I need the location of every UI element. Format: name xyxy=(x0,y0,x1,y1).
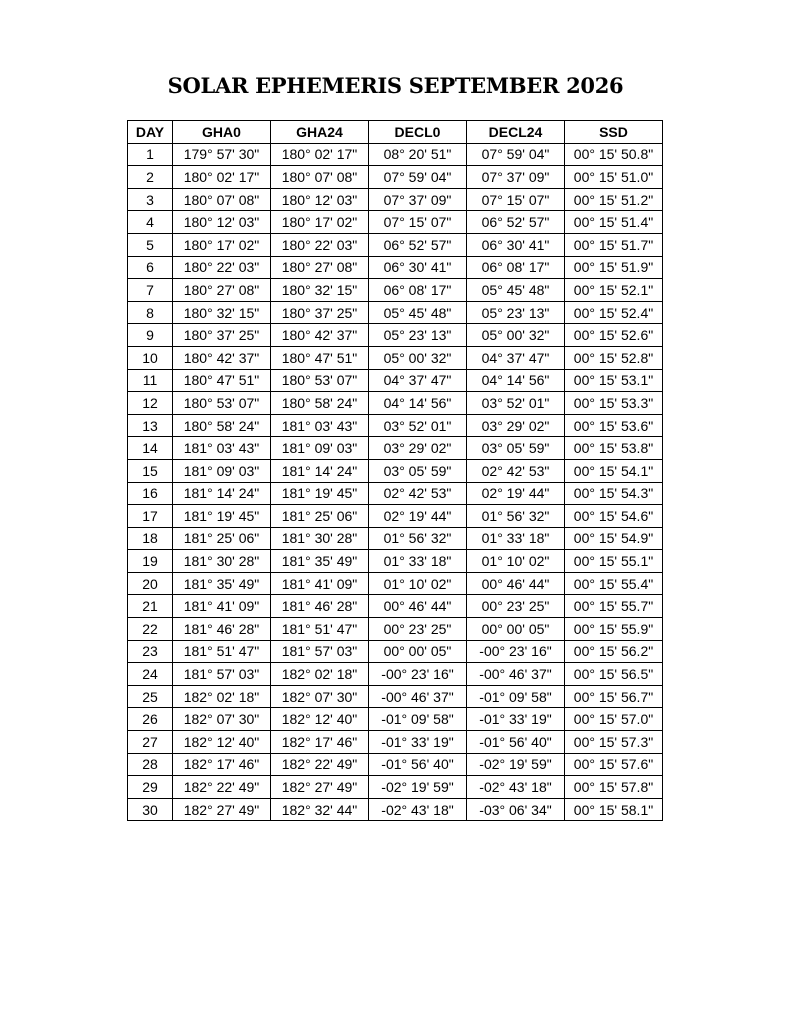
table-row xyxy=(128,572,663,595)
column-header-day: DAY xyxy=(128,121,173,144)
cell-gha0: 181° 30' 28" xyxy=(173,550,271,573)
column-header-ssd: SSD xyxy=(565,121,663,144)
cell-decl24: -02° 43' 18" xyxy=(467,776,565,799)
cell-decl24: 00° 00' 05" xyxy=(467,618,565,641)
cell-decl24: 01° 33' 18" xyxy=(467,527,565,550)
table-row xyxy=(128,233,663,256)
cell-ssd: 00° 15' 57.8" xyxy=(565,776,663,799)
cell-day: 27 xyxy=(128,731,173,754)
cell-gha24: 180° 22' 03" xyxy=(271,233,369,256)
cell-day: 21 xyxy=(128,595,173,618)
cell-ssd: 00° 15' 53.1" xyxy=(565,369,663,392)
cell-gha24: 181° 41' 09" xyxy=(271,572,369,595)
cell-day: 13 xyxy=(128,414,173,437)
cell-gha24: 181° 25' 06" xyxy=(271,505,369,528)
cell-decl0: 02° 42' 53" xyxy=(369,482,467,505)
cell-gha0: 182° 17' 46" xyxy=(173,753,271,776)
cell-gha0: 181° 35' 49" xyxy=(173,572,271,595)
cell-gha24: 181° 35' 49" xyxy=(271,550,369,573)
cell-decl24: -01° 09' 58" xyxy=(467,685,565,708)
cell-decl0: 03° 29' 02" xyxy=(369,437,467,460)
column-header-decl24: DECL24 xyxy=(467,121,565,144)
table-row xyxy=(128,143,663,166)
cell-decl24: -02° 19' 59" xyxy=(467,753,565,776)
cell-gha0: 182° 22' 49" xyxy=(173,776,271,799)
cell-ssd: 00° 15' 51.0" xyxy=(565,166,663,189)
table-row xyxy=(128,414,663,437)
cell-ssd: 00° 15' 54.6" xyxy=(565,505,663,528)
cell-decl0: 07° 37' 09" xyxy=(369,188,467,211)
cell-decl0: 02° 19' 44" xyxy=(369,505,467,528)
cell-decl0: 08° 20' 51" xyxy=(369,143,467,166)
table-row xyxy=(128,798,663,821)
table-row xyxy=(128,279,663,302)
cell-gha0: 180° 17' 02" xyxy=(173,233,271,256)
cell-gha24: 181° 14' 24" xyxy=(271,459,369,482)
cell-day: 24 xyxy=(128,663,173,686)
cell-decl0: 05° 00' 32" xyxy=(369,346,467,369)
cell-gha24: 180° 02' 17" xyxy=(271,143,369,166)
table-row xyxy=(128,166,663,189)
cell-day: 9 xyxy=(128,324,173,347)
cell-decl0: 03° 52' 01" xyxy=(369,414,467,437)
cell-decl24: 03° 05' 59" xyxy=(467,437,565,460)
cell-gha24: 182° 32' 44" xyxy=(271,798,369,821)
cell-decl24: 02° 19' 44" xyxy=(467,482,565,505)
cell-ssd: 00° 15' 57.3" xyxy=(565,731,663,754)
cell-decl24: 06° 08' 17" xyxy=(467,256,565,279)
cell-gha0: 181° 57' 03" xyxy=(173,663,271,686)
table-row xyxy=(128,595,663,618)
cell-decl0: 05° 45' 48" xyxy=(369,301,467,324)
cell-ssd: 00° 15' 53.6" xyxy=(565,414,663,437)
cell-gha0: 180° 07' 08" xyxy=(173,188,271,211)
cell-ssd: 00° 15' 54.9" xyxy=(565,527,663,550)
table-row xyxy=(128,369,663,392)
table-row xyxy=(128,753,663,776)
cell-ssd: 00° 15' 53.8" xyxy=(565,437,663,460)
cell-day: 25 xyxy=(128,685,173,708)
cell-decl24: 07° 59' 04" xyxy=(467,143,565,166)
cell-ssd: 00° 15' 52.4" xyxy=(565,301,663,324)
cell-decl24: 04° 37' 47" xyxy=(467,346,565,369)
cell-gha24: 181° 51' 47" xyxy=(271,618,369,641)
cell-gha24: 181° 30' 28" xyxy=(271,527,369,550)
cell-decl0: -02° 43' 18" xyxy=(369,798,467,821)
cell-gha24: 182° 12' 40" xyxy=(271,708,369,731)
cell-day: 15 xyxy=(128,459,173,482)
cell-decl0: -01° 56' 40" xyxy=(369,753,467,776)
cell-day: 22 xyxy=(128,618,173,641)
cell-ssd: 00° 15' 55.1" xyxy=(565,550,663,573)
table-row xyxy=(128,663,663,686)
cell-gha24: 182° 02' 18" xyxy=(271,663,369,686)
cell-gha0: 181° 41' 09" xyxy=(173,595,271,618)
cell-decl24: -03° 06' 34" xyxy=(467,798,565,821)
cell-decl0: -02° 19' 59" xyxy=(369,776,467,799)
cell-ssd: 00° 15' 52.6" xyxy=(565,324,663,347)
cell-gha0: 180° 42' 37" xyxy=(173,346,271,369)
cell-decl0: 00° 00' 05" xyxy=(369,640,467,663)
cell-decl24: 00° 46' 44" xyxy=(467,572,565,595)
cell-day: 19 xyxy=(128,550,173,573)
cell-day: 23 xyxy=(128,640,173,663)
cell-ssd: 00° 15' 54.1" xyxy=(565,459,663,482)
cell-ssd: 00° 15' 56.7" xyxy=(565,685,663,708)
cell-gha0: 181° 14' 24" xyxy=(173,482,271,505)
column-header-decl0: DECL0 xyxy=(369,121,467,144)
cell-ssd: 00° 15' 56.2" xyxy=(565,640,663,663)
cell-decl0: 07° 59' 04" xyxy=(369,166,467,189)
cell-gha24: 180° 58' 24" xyxy=(271,392,369,415)
table-row xyxy=(128,708,663,731)
cell-gha24: 180° 42' 37" xyxy=(271,324,369,347)
cell-decl0: 01° 10' 02" xyxy=(369,572,467,595)
cell-gha24: 180° 17' 02" xyxy=(271,211,369,234)
table-row xyxy=(128,211,663,234)
cell-gha0: 181° 03' 43" xyxy=(173,437,271,460)
cell-ssd: 00° 15' 52.1" xyxy=(565,279,663,302)
cell-day: 8 xyxy=(128,301,173,324)
cell-gha24: 180° 47' 51" xyxy=(271,346,369,369)
cell-decl0: 00° 46' 44" xyxy=(369,595,467,618)
table-body xyxy=(128,143,663,821)
cell-decl24: 01° 56' 32" xyxy=(467,505,565,528)
cell-decl0: -00° 23' 16" xyxy=(369,663,467,686)
cell-decl0: 00° 23' 25" xyxy=(369,618,467,641)
cell-ssd: 00° 15' 51.2" xyxy=(565,188,663,211)
cell-gha0: 182° 27' 49" xyxy=(173,798,271,821)
cell-gha24: 180° 07' 08" xyxy=(271,166,369,189)
cell-day: 3 xyxy=(128,188,173,211)
cell-ssd: 00° 15' 57.0" xyxy=(565,708,663,731)
cell-gha24: 181° 46' 28" xyxy=(271,595,369,618)
cell-gha24: 180° 27' 08" xyxy=(271,256,369,279)
cell-gha0: 181° 19' 45" xyxy=(173,505,271,528)
table-row xyxy=(128,618,663,641)
cell-day: 10 xyxy=(128,346,173,369)
cell-gha0: 180° 47' 51" xyxy=(173,369,271,392)
cell-day: 6 xyxy=(128,256,173,279)
cell-gha0: 179° 57' 30" xyxy=(173,143,271,166)
cell-day: 4 xyxy=(128,211,173,234)
column-header-gha24: GHA24 xyxy=(271,121,369,144)
table-row xyxy=(128,505,663,528)
cell-decl24: 02° 42' 53" xyxy=(467,459,565,482)
cell-gha0: 180° 12' 03" xyxy=(173,211,271,234)
cell-gha24: 182° 07' 30" xyxy=(271,685,369,708)
cell-day: 17 xyxy=(128,505,173,528)
cell-decl0: 03° 05' 59" xyxy=(369,459,467,482)
cell-decl24: 07° 15' 07" xyxy=(467,188,565,211)
table-row xyxy=(128,459,663,482)
cell-decl24: -00° 46' 37" xyxy=(467,663,565,686)
table-row xyxy=(128,550,663,573)
cell-ssd: 00° 15' 51.7" xyxy=(565,233,663,256)
cell-gha0: 180° 37' 25" xyxy=(173,324,271,347)
cell-decl24: 05° 23' 13" xyxy=(467,301,565,324)
cell-ssd: 00° 15' 53.3" xyxy=(565,392,663,415)
cell-decl0: 07° 15' 07" xyxy=(369,211,467,234)
cell-day: 28 xyxy=(128,753,173,776)
table-row xyxy=(128,256,663,279)
cell-day: 12 xyxy=(128,392,173,415)
cell-ssd: 00° 15' 58.1" xyxy=(565,798,663,821)
cell-decl24: 03° 29' 02" xyxy=(467,414,565,437)
table-row xyxy=(128,324,663,347)
cell-decl24: -00° 23' 16" xyxy=(467,640,565,663)
cell-gha0: 182° 12' 40" xyxy=(173,731,271,754)
table-row xyxy=(128,301,663,324)
page-title: SOLAR EPHEMERIS SEPTEMBER 2026 xyxy=(167,73,624,98)
cell-gha24: 182° 17' 46" xyxy=(271,731,369,754)
cell-gha24: 180° 53' 07" xyxy=(271,369,369,392)
table-row xyxy=(128,437,663,460)
cell-day: 26 xyxy=(128,708,173,731)
cell-gha24: 181° 03' 43" xyxy=(271,414,369,437)
cell-day: 7 xyxy=(128,279,173,302)
cell-decl0: -00° 46' 37" xyxy=(369,685,467,708)
cell-day: 16 xyxy=(128,482,173,505)
cell-gha24: 181° 19' 45" xyxy=(271,482,369,505)
cell-gha24: 180° 32' 15" xyxy=(271,279,369,302)
table-row xyxy=(128,731,663,754)
cell-gha0: 182° 07' 30" xyxy=(173,708,271,731)
cell-decl0: 04° 14' 56" xyxy=(369,392,467,415)
cell-day: 5 xyxy=(128,233,173,256)
cell-decl0: 01° 33' 18" xyxy=(369,550,467,573)
cell-decl24: 07° 37' 09" xyxy=(467,166,565,189)
cell-gha0: 180° 58' 24" xyxy=(173,414,271,437)
column-header-gha0: GHA0 xyxy=(173,121,271,144)
cell-day: 1 xyxy=(128,143,173,166)
cell-day: 29 xyxy=(128,776,173,799)
table-row xyxy=(128,188,663,211)
cell-decl0: -01° 09' 58" xyxy=(369,708,467,731)
cell-day: 18 xyxy=(128,527,173,550)
cell-gha0: 182° 02' 18" xyxy=(173,685,271,708)
table-row xyxy=(128,776,663,799)
cell-decl24: 00° 23' 25" xyxy=(467,595,565,618)
cell-decl0: -01° 33' 19" xyxy=(369,731,467,754)
cell-decl0: 05° 23' 13" xyxy=(369,324,467,347)
cell-ssd: 00° 15' 50.8" xyxy=(565,143,663,166)
ephemeris-table xyxy=(127,120,663,821)
cell-ssd: 00° 15' 55.9" xyxy=(565,618,663,641)
cell-decl0: 04° 37' 47" xyxy=(369,369,467,392)
cell-decl24: -01° 56' 40" xyxy=(467,731,565,754)
cell-day: 2 xyxy=(128,166,173,189)
table-row xyxy=(128,346,663,369)
cell-gha0: 180° 32' 15" xyxy=(173,301,271,324)
cell-gha24: 180° 37' 25" xyxy=(271,301,369,324)
cell-gha0: 180° 02' 17" xyxy=(173,166,271,189)
cell-decl24: 05° 45' 48" xyxy=(467,279,565,302)
cell-gha24: 180° 12' 03" xyxy=(271,188,369,211)
cell-gha24: 182° 27' 49" xyxy=(271,776,369,799)
table-row xyxy=(128,527,663,550)
table-row xyxy=(128,392,663,415)
cell-ssd: 00° 15' 51.4" xyxy=(565,211,663,234)
cell-decl24: 04° 14' 56" xyxy=(467,369,565,392)
cell-gha0: 180° 22' 03" xyxy=(173,256,271,279)
table-row xyxy=(128,685,663,708)
cell-decl24: 05° 00' 32" xyxy=(467,324,565,347)
cell-gha0: 181° 09' 03" xyxy=(173,459,271,482)
cell-ssd: 00° 15' 55.4" xyxy=(565,572,663,595)
cell-decl0: 06° 08' 17" xyxy=(369,279,467,302)
cell-day: 30 xyxy=(128,798,173,821)
table-row xyxy=(128,640,663,663)
cell-gha0: 181° 51' 47" xyxy=(173,640,271,663)
cell-ssd: 00° 15' 52.8" xyxy=(565,346,663,369)
cell-gha24: 182° 22' 49" xyxy=(271,753,369,776)
table-row xyxy=(128,482,663,505)
cell-decl24: 06° 30' 41" xyxy=(467,233,565,256)
cell-ssd: 00° 15' 55.7" xyxy=(565,595,663,618)
cell-gha0: 181° 25' 06" xyxy=(173,527,271,550)
cell-decl0: 06° 30' 41" xyxy=(369,256,467,279)
table-header xyxy=(128,121,663,144)
cell-day: 20 xyxy=(128,572,173,595)
cell-ssd: 00° 15' 56.5" xyxy=(565,663,663,686)
cell-decl24: 01° 10' 02" xyxy=(467,550,565,573)
cell-ssd: 00° 15' 57.6" xyxy=(565,753,663,776)
cell-gha0: 180° 53' 07" xyxy=(173,392,271,415)
header-row xyxy=(128,121,663,144)
cell-day: 14 xyxy=(128,437,173,460)
cell-ssd: 00° 15' 54.3" xyxy=(565,482,663,505)
cell-gha0: 181° 46' 28" xyxy=(173,618,271,641)
cell-ssd: 00° 15' 51.9" xyxy=(565,256,663,279)
cell-gha24: 181° 57' 03" xyxy=(271,640,369,663)
cell-decl0: 01° 56' 32" xyxy=(369,527,467,550)
cell-gha0: 180° 27' 08" xyxy=(173,279,271,302)
cell-gha24: 181° 09' 03" xyxy=(271,437,369,460)
cell-decl0: 06° 52' 57" xyxy=(369,233,467,256)
cell-decl24: 03° 52' 01" xyxy=(467,392,565,415)
cell-day: 11 xyxy=(128,369,173,392)
cell-decl24: 06° 52' 57" xyxy=(467,211,565,234)
cell-decl24: -01° 33' 19" xyxy=(467,708,565,731)
